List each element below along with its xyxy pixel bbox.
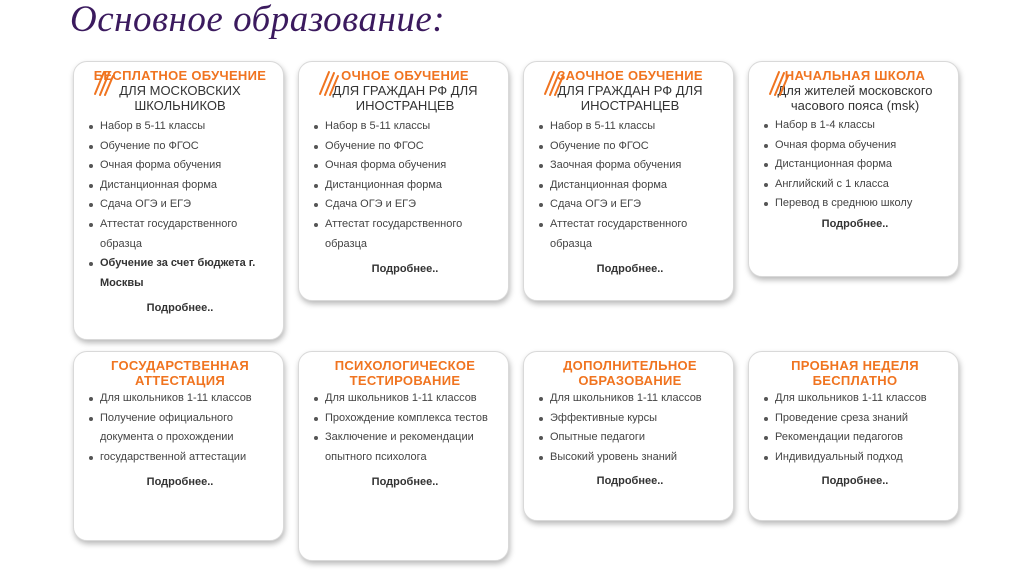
list-item: Очная форма обучения [762,136,948,156]
feature-list [537,389,723,467]
list-item: Обучение по ФГОС [87,137,273,157]
card-title: БЕСПЛАТНОЕ ОБУЧЕНИЕ [93,68,267,83]
list-item: Аттестат государственного образца [312,215,498,254]
list-item: Набор в 5-11 классы [537,117,723,137]
card-correspondence-education [523,61,734,301]
list-item: Обучение по ФГОС [537,137,723,157]
list-item: Сдача ОГЭ и ЕГЭ [87,195,273,215]
card-header [312,358,498,388]
list-item: Дистанционная форма [537,176,723,196]
more-link[interactable]: Подробнее.. [371,476,439,489]
card-trial-week [748,351,959,521]
list-item: Опытные педагоги [537,428,723,448]
card-subtitle: ДЛЯ МОСКОВСКИХ ШКОЛЬНИКОВ [119,83,241,113]
more-link[interactable]: Подробнее.. [821,217,889,230]
card-header [762,358,948,388]
pen-strokes-icon [93,70,115,96]
card-title: ДОПОЛНИТЕЛЬНОЕ ОБРАЗОВАНИЕ [563,358,697,388]
list-item: Аттестат государственного образца [537,215,723,254]
card-title: ОЧНОЕ ОБУЧЕНИЕ [341,68,469,83]
list-item: Получение официального документа о прохождении [87,409,273,448]
feature-list [762,389,948,467]
card-primary-school [748,61,959,277]
card-header [537,358,723,388]
list-item: Дистанционная форма [762,155,948,175]
card-subtitle: ДЛЯ ГРАЖДАН РФ ДЛЯ ИНОСТРАНЦЕВ [332,83,478,113]
list-item: Обучение по ФГОС [312,137,498,157]
card-header [312,68,498,113]
list-item: Заключение и рекомендации опытного психолога [312,428,498,467]
feature-list [312,117,498,254]
list-item: Аттестат государственного образца [87,215,273,254]
more-link[interactable]: Подробнее.. [146,302,214,315]
list-item: Перевод в среднюю школу [762,194,948,214]
list-item: Набор в 1-4 классы [762,116,948,136]
list-item: Очная форма обучения [312,156,498,176]
more-link[interactable]: Подробнее.. [371,263,439,276]
list-item: Дистанционная форма [312,176,498,196]
list-item: Эффективные курсы [537,409,723,429]
list-item: Для школьников 1-11 классов [87,389,273,409]
card-header [762,68,948,113]
card-title: ГОСУДАРСТВЕННАЯ АТТЕСТАЦИЯ [110,358,250,388]
list-item: Для школьников 1-11 классов [312,389,498,409]
card-free-education [73,61,284,340]
card-additional-education [523,351,734,521]
list-item: Для школьников 1-11 классов [537,389,723,409]
more-link[interactable]: Подробнее.. [596,263,664,276]
list-item: Заочная форма обучения [537,156,723,176]
card-header [537,68,723,113]
pen-strokes-icon [318,70,340,96]
list-item: Индивидуальный подход [762,448,948,468]
list-item: Прохождение комплекса тестов [312,409,498,429]
feature-list [87,389,273,467]
card-state-certification [73,351,284,541]
card-title: ПСИХОЛОГИЧЕСКОЕ ТЕСТИРОВАНИЕ [334,358,476,388]
pen-strokes-icon [768,70,790,96]
card-title: ПРОБНАЯ НЕДЕЛЯ БЕСПЛАТНО [791,358,919,388]
feature-list [87,117,273,293]
list-item: Проведение среза знаний [762,409,948,429]
list-item: Обучение за счет бюджета г. Москвы [87,254,273,293]
list-item: Сдача ОГЭ и ЕГЭ [537,195,723,215]
card-header [87,358,273,388]
list-item: Дистанционная форма [87,176,273,196]
card-subtitle: Для жителей московского часового пояса (msk) [777,83,933,113]
list-item: Сдача ОГЭ и ЕГЭ [312,195,498,215]
list-item: Набор в 5-11 классы [312,117,498,137]
page-title: Основное образование: [70,0,446,40]
card-psychological-testing [298,351,509,561]
card-full-time-education [298,61,509,301]
list-item: Высокий уровень знаний [537,448,723,468]
more-link[interactable]: Подробнее.. [146,476,214,489]
feature-list [537,117,723,254]
list-item: Очная форма обучения [87,156,273,176]
list-item: Набор в 5-11 классы [87,117,273,137]
list-item: государственной аттестации [87,448,273,468]
feature-list [762,116,948,214]
card-title: НАЧАЛЬНАЯ ШКОЛА [784,68,926,83]
list-item: Для школьников 1-11 классов [762,389,948,409]
more-link[interactable]: Подробнее.. [596,475,664,488]
list-item: Английский с 1 класса [762,175,948,195]
list-item: Рекомендации педагогов [762,428,948,448]
feature-list [312,389,498,467]
card-header [87,68,273,113]
card-subtitle: ДЛЯ ГРАЖДАН РФ ДЛЯ ИНОСТРАНЦЕВ [557,83,703,113]
more-link[interactable]: Подробнее.. [821,475,889,488]
card-title: ЗАОЧНОЕ ОБУЧЕНИЕ [557,68,703,83]
pen-strokes-icon [543,70,565,96]
